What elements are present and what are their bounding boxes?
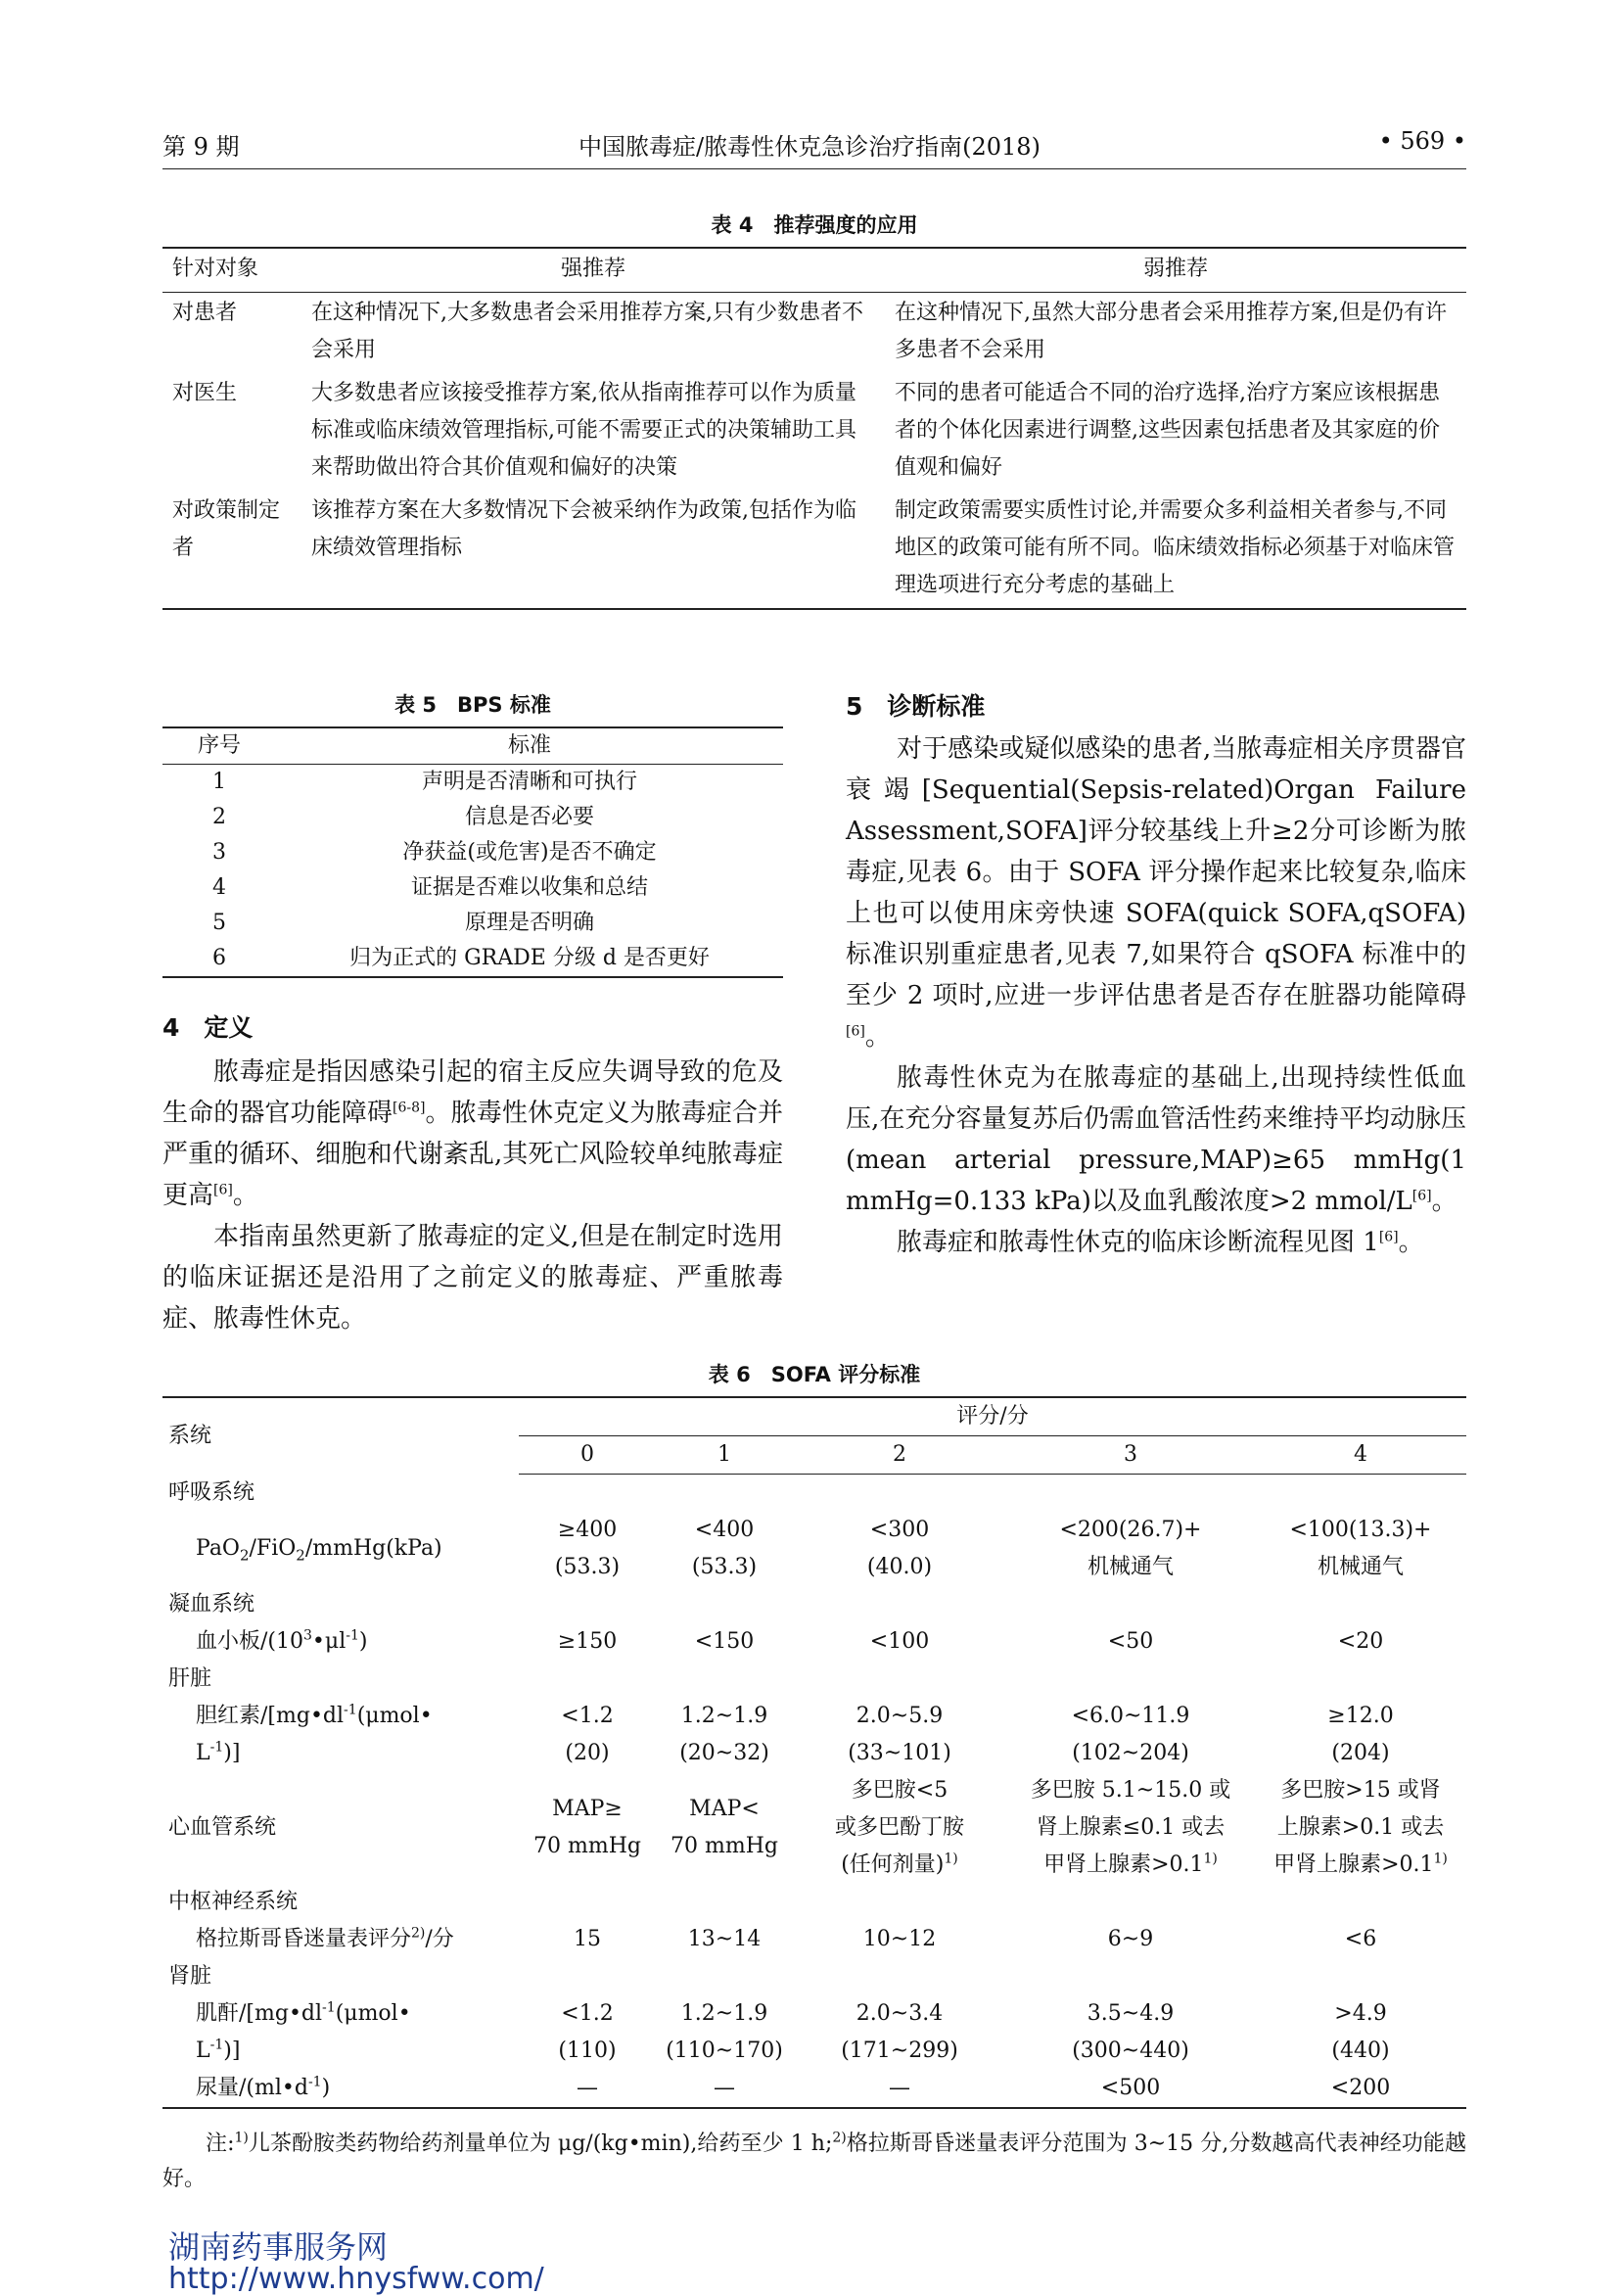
gcs-a: 格拉斯哥昏迷量表评分 (196, 1927, 412, 1951)
cell-text: (任何剂量) (841, 1852, 945, 1877)
cell-line: ≥12.0 (1327, 1704, 1394, 1728)
cell-line: (102~204) (1072, 1741, 1189, 1765)
cell-line: <1.2 (561, 2001, 614, 2026)
cr-2sup: -1 (209, 2037, 224, 2053)
uo-sup: -1 (307, 2074, 322, 2090)
pao2-c: /mmHg(kPa) (304, 1536, 442, 1561)
cell-line: (171~299) (841, 2038, 958, 2063)
citation: [6-8] (392, 1100, 426, 1116)
section5-paragraph-3 (846, 1222, 1466, 1263)
plt-a: 血小板/(10 (196, 1629, 303, 1654)
cell-line: 70 mmHg (671, 1834, 778, 1858)
pao2-b: /FiO (249, 1536, 297, 1561)
note-prefix: 注: (206, 2132, 235, 2156)
cell-line: 机械通气 (1087, 1555, 1174, 1579)
table-row (162, 765, 783, 801)
table6-cardio: 心血管系统 (168, 1815, 277, 1840)
table6-caption: 表 6 SOFA 评分标准 (708, 1363, 921, 1386)
table-row (162, 1772, 1466, 1884)
table6-cell (1006, 1995, 1255, 2070)
table6-pao2-label (162, 1512, 519, 1586)
cell-text: 甲肾上腺素>0.1 (1273, 1852, 1434, 1877)
table6-cell (1006, 1698, 1255, 1772)
cell-line: <400 (694, 1518, 755, 1542)
cell-line (196, 1698, 513, 1735)
table5-criterion: 信息是否必要 (464, 805, 594, 829)
cell-line: 2.0~5.9 (856, 1704, 944, 1728)
table5-no: 6 (212, 946, 226, 970)
cell-line: 70 mmHg (533, 1834, 641, 1858)
table5-caption: 表 5 BPS 标准 (394, 693, 551, 717)
table5-no: 3 (212, 840, 226, 865)
table4-header-row (162, 248, 1466, 293)
plt-sup2: -1 (346, 1627, 359, 1644)
table-row (162, 1586, 1466, 1623)
table6-bili-label (162, 1698, 519, 1772)
table4-weak: 制定政策需要实质性讨论,并需要众多利益相关者参与,不同地区的政策可能有所不同。临床绩效指标必须基于对临床管理选项进行充分考虑的基础上 (895, 498, 1456, 597)
table-row (162, 1698, 1466, 1772)
cell-line: 多巴胺 5.1~15.0 或 (1030, 1778, 1231, 1803)
cell-line: >4.9 (1334, 2001, 1387, 2026)
table6-cell (1255, 1772, 1466, 1884)
section4-paragraph-1 (162, 1052, 783, 1216)
table6-note (162, 2127, 1466, 2197)
table5-header-row (162, 727, 783, 765)
cell-line: <300 (869, 1518, 930, 1542)
cell-line (196, 2033, 513, 2070)
cell-line: 3.5~4.9 (1087, 2001, 1175, 2026)
cr-2a: L (196, 2038, 210, 2063)
table-row (162, 835, 783, 870)
table4-col-strong: 强推荐 (560, 257, 625, 281)
table6-cell (519, 1772, 656, 1884)
table6-cell (793, 1698, 1006, 1772)
footnote-mark: 2) (832, 2130, 847, 2146)
table5-col-no: 序号 (197, 733, 241, 758)
table6-cell (656, 1995, 793, 2070)
pao2-a: PaO (196, 1536, 240, 1561)
citation: [6] (1411, 1188, 1432, 1204)
watermark-site-name: 湖南药事服务网 (168, 2228, 389, 2266)
cr-1a: 肌酐/[mg•dl (196, 2001, 323, 2026)
section5-p2-end: 。 (1431, 1187, 1457, 1216)
cell-line (1261, 1847, 1460, 1884)
gcs-b: /分 (425, 1927, 454, 1951)
header-page-number: • 569 • (1378, 127, 1466, 155)
cell-line: 1.2~1.9 (680, 2001, 768, 2026)
table5-no: 4 (212, 875, 226, 900)
table5-criterion: 声明是否清晰和可执行 (421, 770, 637, 794)
bili-1b: (μmol• (356, 1704, 433, 1728)
cell-line: MAP< (689, 1797, 760, 1821)
cell-line: 机械通气 (1317, 1555, 1404, 1579)
table6-cell: <500 (1100, 2076, 1161, 2100)
table6-cell: — (889, 2076, 910, 2100)
cell-line (799, 1847, 1000, 1884)
table6-cell (519, 1995, 656, 2070)
table-row (162, 1884, 1466, 1921)
table4-target: 对患者 (172, 301, 238, 325)
citation: [6] (846, 1023, 865, 1040)
table6-cell: <6 (1344, 1927, 1377, 1951)
table6-cell (656, 1772, 793, 1884)
table6-cell: ≥150 (557, 1629, 618, 1654)
cell-line: (300~440) (1072, 2038, 1189, 2063)
table6-score-2: 2 (793, 1436, 1006, 1475)
table5-no: 5 (212, 911, 226, 935)
table-row (162, 373, 1466, 491)
table6-cell (793, 1772, 1006, 1884)
table-row (162, 870, 783, 906)
cell-line: (20) (565, 1741, 610, 1765)
footnote-mark: 2) (411, 1925, 426, 1942)
table4-target: 对医生 (172, 381, 238, 405)
section5-p3-text: 脓毒症和脓毒性休克的临床诊断流程见图 1 (897, 1228, 1379, 1257)
table5 (162, 726, 783, 978)
table6-uo-label (162, 2070, 519, 2108)
footnote-mark: 1) (944, 1851, 958, 1867)
table-row (162, 1995, 1466, 2070)
table6-cell (656, 1512, 793, 1586)
cell-text: 甲肾上腺素>0.1 (1043, 1852, 1204, 1877)
plt-c: ) (358, 1629, 368, 1654)
cell-line: <100(13.3)+ (1289, 1518, 1432, 1542)
table6-cell: <50 (1107, 1629, 1154, 1654)
table4-caption: 表 4 推荐强度的应用 (711, 213, 918, 237)
cell-line: (440) (1331, 2038, 1390, 2063)
table5-no: 1 (212, 770, 226, 794)
citation: [6] (1378, 1229, 1399, 1245)
section5-p2-text: 脓毒性休克为在脓毒症的基础上,出现持续性低血压,在充分容量复苏后仍需血管活性药来维持平均动脉压(mean arterial pressure,MAP)≥65 mmHg(1 mmHg=0.133 kPa)以及血乳酸浓度>2 mmol/L (846, 1063, 1466, 1216)
bili-1sup: -1 (344, 1702, 357, 1718)
table6-cell: 6~9 (1107, 1927, 1154, 1951)
cell-line: <200(26.7)+ (1059, 1518, 1202, 1542)
table6-cell (656, 1698, 793, 1772)
note-text-1: 儿茶酚胺类药物给药剂量单位为 μg/(kg•min),给药至少 1 h; (248, 2132, 833, 2156)
table4-strong: 大多数患者应该接受推荐方案,依从指南推荐可以作为质量标准或临床绩效管理指标,可能不需要正式的决策辅助工具来帮助做出符合其价值观和偏好的决策 (311, 381, 856, 480)
table-row (162, 906, 783, 941)
table6-cell: — (577, 2076, 598, 2100)
table6-cell: <20 (1337, 1629, 1384, 1654)
table4-weak: 不同的患者可能适合不同的治疗选择,治疗方案应该根据患者的个体化因素进行调整,这些因素包括患者及其家庭的价值观和偏好 (895, 381, 1440, 480)
table6-score-4: 4 (1255, 1436, 1466, 1475)
uo-a: 尿量/(ml•d (196, 2076, 308, 2100)
table-row (162, 1623, 1466, 1661)
cell-line: ≥400 (557, 1518, 618, 1542)
table6 (162, 1396, 1466, 2109)
section5-p3-end: 。 (1398, 1228, 1424, 1257)
header-journal-title: 中国脓毒症/脓毒性休克急诊治疗指南(2018) (578, 133, 1041, 161)
table6-cell (519, 1698, 656, 1772)
table-row (162, 800, 783, 835)
section5-paragraph-1 (846, 728, 1466, 1057)
pao2-sub2: 2 (296, 1546, 305, 1565)
table-row (162, 2070, 1466, 2108)
table4-col-target: 针对对象 (172, 257, 259, 281)
footnote-mark: 1) (234, 2130, 249, 2146)
section4-p1-text-a: 脓毒症是指因感染引起的宿主反应失调导致的危及生命的器官功能障碍 (162, 1057, 783, 1128)
uo-b: ) (321, 2076, 331, 2100)
table6-cell: <150 (694, 1629, 755, 1654)
section5-paragraph-2 (846, 1057, 1466, 1222)
table6-respiratory: 呼吸系统 (168, 1480, 255, 1505)
table6-cell: 15 (574, 1927, 601, 1951)
cell-line: 1.2~1.9 (680, 1704, 768, 1728)
watermark-url[interactable]: http://www.hnysfww.com/ (168, 2262, 544, 2296)
table6-cell (1255, 1512, 1466, 1586)
header-issue: 第 9 期 (162, 133, 240, 161)
table-row (162, 1661, 1466, 1698)
table5-criterion: 归为正式的 GRADE 分级 d 是否更好 (349, 946, 710, 970)
section5 (846, 687, 1466, 1263)
table5-criterion: 净获益(或危害)是否不确定 (402, 840, 657, 865)
cell-line: 多巴胺<5 (851, 1778, 948, 1803)
table6-cell (1255, 1698, 1466, 1772)
citation: [6] (213, 1182, 233, 1198)
table6-cell: 10~12 (862, 1927, 937, 1951)
cell-line: (40.0) (866, 1555, 933, 1579)
table-row (162, 293, 1466, 374)
table6-score-0: 0 (519, 1436, 656, 1475)
table6-cell: 13~14 (687, 1927, 762, 1951)
section4-p1-text-c: 。 (232, 1181, 258, 1210)
table6-cell (793, 1995, 1006, 2070)
cell-line (196, 1735, 513, 1772)
table6-cell: <200 (1330, 2076, 1391, 2100)
table6-plt-label (162, 1623, 519, 1661)
table4-weak: 在这种情况下,虽然大部分患者会采用推荐方案,但是仍有许多患者不会采用 (895, 301, 1447, 362)
cr-1b: (μmol• (335, 2001, 411, 2026)
cell-line: (33~101) (848, 1741, 951, 1765)
section5-heading: 5 诊断标准 (846, 692, 986, 721)
table-row (162, 491, 1466, 609)
table6-cell (1006, 1772, 1255, 1884)
cell-line (1012, 1847, 1249, 1884)
cell-line: 或多巴酚丁胺 (834, 1815, 964, 1840)
cell-line: <1.2 (561, 1704, 614, 1728)
cell-line: (110~170) (666, 2038, 783, 2063)
table6-coag: 凝血系统 (168, 1592, 255, 1617)
footnote-mark: 1) (1203, 1851, 1218, 1867)
table6-cr-label (162, 1995, 519, 2070)
table5-no: 2 (212, 805, 226, 829)
bili-2sup: -1 (209, 1739, 224, 1756)
table6-header-row (162, 1397, 1466, 1436)
table6-score-3: 3 (1006, 1436, 1255, 1475)
table6-cell (793, 1512, 1006, 1586)
table6-col-system: 系统 (168, 1423, 212, 1448)
table4 (162, 247, 1466, 610)
table4-strong: 在这种情况下,大多数患者会采用推荐方案,只有少数患者不会采用 (311, 301, 863, 362)
section5-p1-end: 。 (864, 1022, 891, 1052)
header-rule (162, 168, 1466, 169)
table6-cell (519, 1512, 656, 1586)
section5-p1-text: 对于感染或疑似感染的患者,当脓毒症相关序贯器官衰竭[Sequential(Sepsis-related)Organ Failure Assessment,SOFA]评分较基线上升≥2分可诊断为脓毒症,见表 6。由于 SOFA 评分操作起来比较复杂,临床上也可以使用床旁快速 SOFA(quick SOFA,qSOFA)标准识别重症患者,见表 7,如果符合 qSOFA 标准中的至少 2 项时,应进一步评估患者是否存在脏器功能障碍 (846, 734, 1466, 1010)
cell-line: (53.3) (554, 1555, 621, 1579)
cell-line: 肾上腺素≤0.1 或去 (1036, 1815, 1226, 1840)
plt-sup: 3 (303, 1627, 312, 1644)
section4-p1-text-b: 。脓毒性休克定义为脓毒症合并严重的循环、细胞和代谢紊乱,其死亡风险较单纯脓毒症更高 (162, 1099, 783, 1210)
table6-cell (1255, 1995, 1466, 2070)
cell-line (196, 1995, 513, 2033)
table5-criterion: 证据是否难以收集和总结 (410, 875, 648, 900)
cell-line: (53.3) (691, 1555, 758, 1579)
cell-line: MAP≥ (552, 1797, 623, 1821)
section4-paragraph-2: 本指南虽然更新了脓毒症的定义,但是在制定时选用的临床证据还是沿用了之前定义的脓毒症、严重脓毒症、脓毒性休克。 (162, 1222, 783, 1334)
note-text-2: 格拉斯哥昏迷量表评分范围为 3~15 分,分数越高代表神经功能越好。 (162, 2132, 1466, 2191)
cr-1sup: -1 (322, 1999, 336, 2016)
cell-line: 上腺素>0.1 或去 (1276, 1815, 1445, 1840)
table6-cell: <100 (869, 1629, 930, 1654)
table6-col-group: 评分/分 (519, 1397, 1466, 1436)
bili-1a: 胆红素/[mg•dl (196, 1704, 345, 1728)
section4-heading: 4 定义 (162, 1013, 254, 1042)
table5-criterion: 原理是否明确 (464, 911, 594, 935)
cell-line: (110) (558, 2038, 617, 2063)
table6-score-1: 1 (656, 1436, 793, 1475)
cr-2b: )] (223, 2038, 241, 2063)
section4 (162, 1008, 783, 1339)
plt-b: •μl (311, 1629, 347, 1654)
table6-cell (1006, 1512, 1255, 1586)
table-row (162, 1921, 1466, 1958)
footnote-mark: 1) (1433, 1851, 1448, 1867)
cell-line: <6.0~11.9 (1071, 1704, 1190, 1728)
table6-gcs-label (162, 1921, 519, 1958)
table6-renal: 肾脏 (168, 1964, 212, 1989)
table4-col-weak: 弱推荐 (1142, 257, 1208, 281)
cell-line: 2.0~3.4 (856, 2001, 944, 2026)
table6-cell: — (714, 2076, 735, 2100)
cell-line: (20~32) (679, 1741, 769, 1765)
bili-2b: )] (223, 1741, 241, 1765)
table6-cns: 中枢神经系统 (168, 1890, 299, 1914)
cell-line: (204) (1331, 1741, 1390, 1765)
table4-target: 对政策制定者 (172, 498, 281, 560)
pao2-sub1: 2 (239, 1546, 250, 1565)
bili-2a: L (196, 1741, 210, 1765)
table-row (162, 1958, 1466, 1995)
table4-strong: 该推荐方案在大多数情况下会被采纳作为政策,包括作为临床绩效管理指标 (311, 498, 856, 560)
table5-col-criterion: 标准 (507, 733, 551, 758)
table-row (162, 1475, 1466, 1513)
table6-liver: 肝脏 (168, 1666, 212, 1691)
table-row (162, 941, 783, 977)
table-row (162, 1512, 1466, 1586)
cell-line: 多巴胺>15 或肾 (1280, 1778, 1441, 1803)
